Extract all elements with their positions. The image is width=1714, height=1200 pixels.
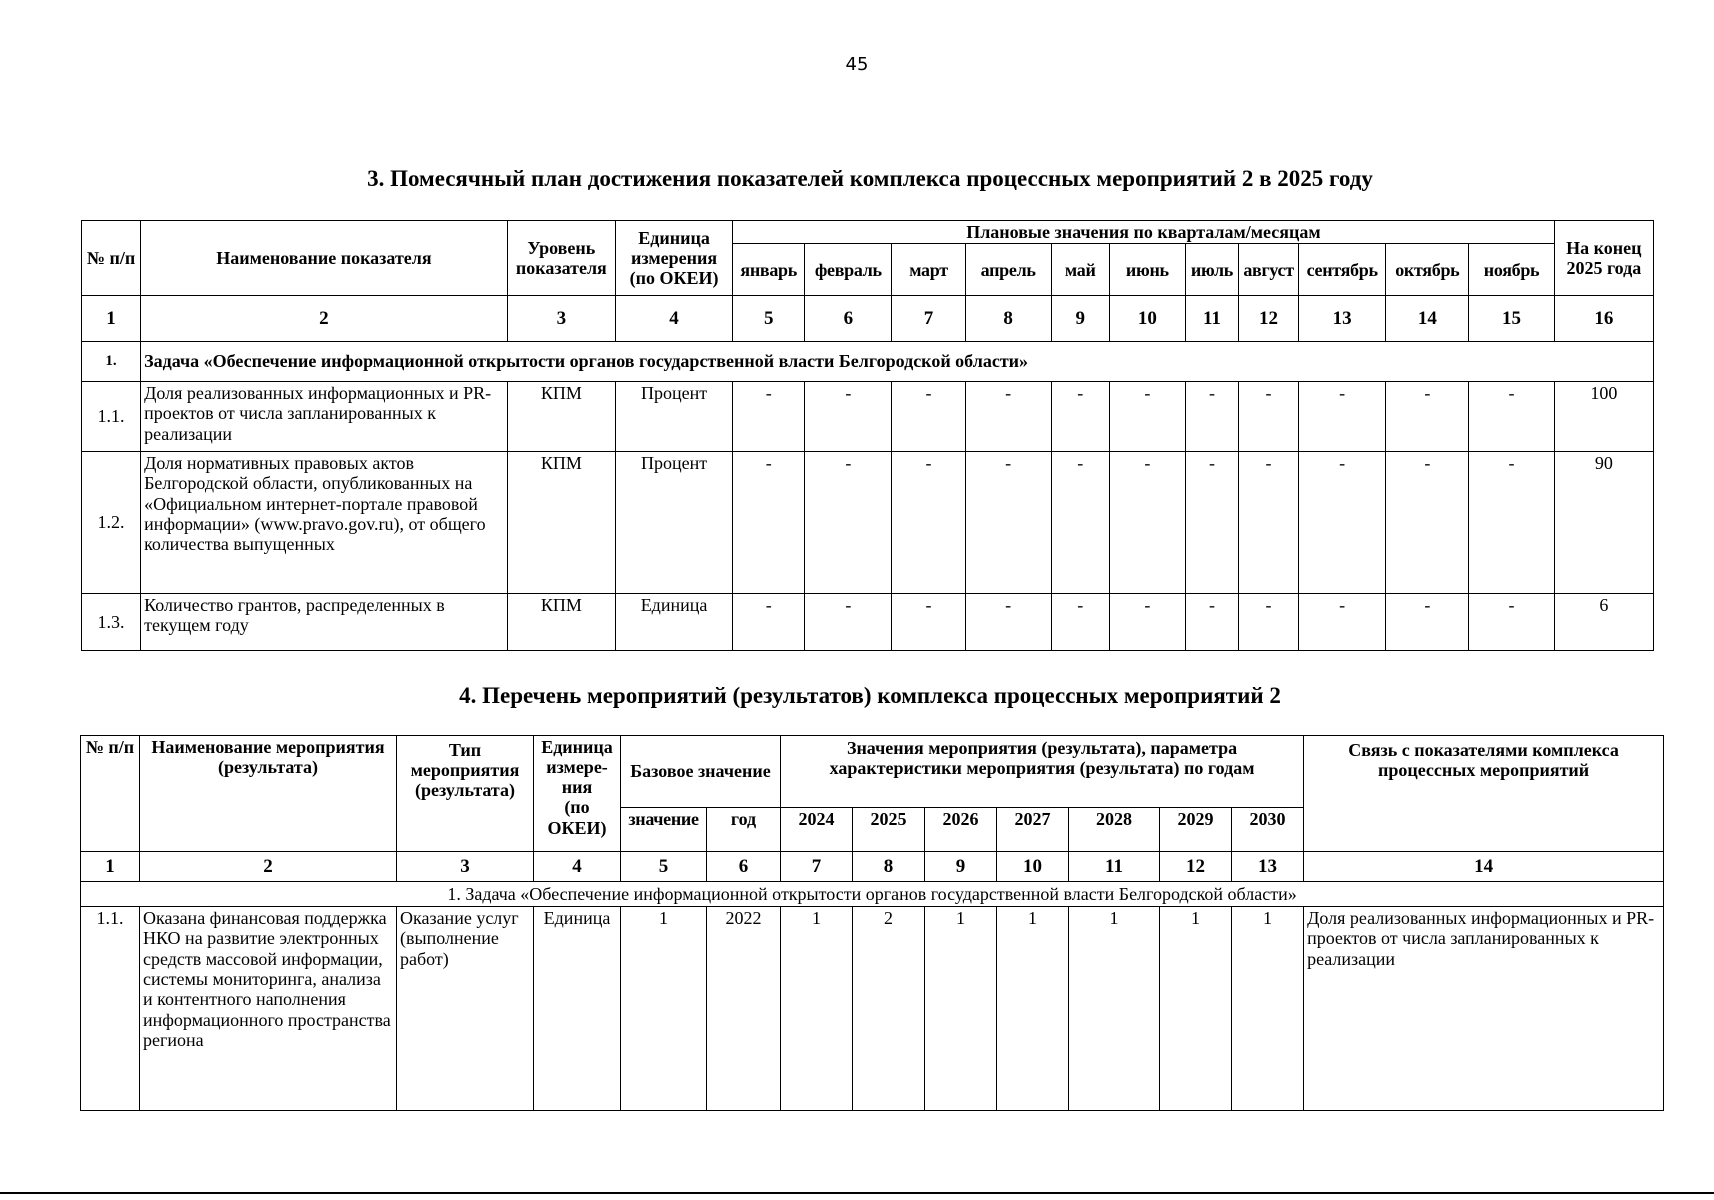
col-number: 6 — [707, 852, 781, 882]
row-number: 1.1. — [82, 382, 141, 452]
month-value: - — [965, 452, 1051, 594]
col-number: 1 — [81, 852, 140, 882]
indicator-unit: Процент — [615, 382, 732, 452]
header-num: № п/п — [81, 736, 140, 852]
header-month: август — [1239, 244, 1299, 296]
month-value: - — [892, 452, 965, 594]
indicator-unit: Процент — [615, 452, 732, 594]
header-level: Уровень показателя — [507, 221, 615, 296]
month-value: - — [1386, 452, 1469, 594]
header-unit-line2: (по ОКЕИ) — [547, 797, 607, 838]
month-value: - — [1469, 452, 1554, 594]
header-values: Значения мероприятия (результата), параметра характеристики мероприятия (результата) по годам — [781, 736, 1304, 808]
header-month: июнь — [1109, 244, 1185, 296]
year-value: 2 — [853, 907, 925, 1111]
year-value: 1 — [781, 907, 853, 1111]
section4-title: 4. Перечень мероприятий (результатов) комплекса процессных мероприятий 2 — [459, 683, 1281, 708]
header-year: 2024 — [781, 808, 853, 852]
col-number: 14 — [1304, 852, 1664, 882]
month-value: - — [965, 382, 1051, 452]
col-number: 4 — [534, 852, 621, 882]
month-value: - — [892, 594, 965, 651]
indicator-level: КПМ — [507, 594, 615, 651]
indicator-name: Доля реализованных информационных и PR-проектов от числа запланированных к реализации — [141, 382, 508, 452]
col-number: 12 — [1239, 296, 1299, 342]
activity-unit: Единица — [534, 907, 621, 1111]
header-base: Базовое значение — [621, 736, 781, 808]
indicator-name: Количество грантов, распределенных в текущем году — [141, 594, 508, 651]
col-number: 1 — [82, 296, 141, 342]
col-number: 14 — [1386, 296, 1469, 342]
header-unit: Единица измерения (по ОКЕИ) — [615, 221, 732, 296]
month-value: - — [733, 382, 805, 452]
month-value: - — [1239, 382, 1299, 452]
header-unit-line1: Единица измере-ния — [541, 737, 613, 798]
end-value: 6 — [1554, 594, 1653, 651]
header-year: 2030 — [1232, 808, 1304, 852]
month-value: - — [1051, 452, 1109, 594]
header-name: Наименование показателя — [141, 221, 508, 296]
month-value: - — [1386, 594, 1469, 651]
table-row — [81, 907, 1664, 1111]
header-year: 2029 — [1160, 808, 1232, 852]
linked-indicator: Доля реализованных информационных и PR-проектов от числа запланированных к реализации — [1304, 907, 1664, 1111]
end-value: 90 — [1554, 452, 1653, 594]
header-month: май — [1051, 244, 1109, 296]
header-month: сентябрь — [1299, 244, 1386, 296]
base-year: 2022 — [707, 907, 781, 1111]
col-number: 2 — [140, 852, 397, 882]
month-value: - — [1185, 452, 1238, 594]
col-number: 13 — [1299, 296, 1386, 342]
header-plan: Плановые значения по кварталам/месяцам — [733, 221, 1555, 244]
month-value: - — [965, 594, 1051, 651]
header-month: январь — [733, 244, 805, 296]
month-value: - — [1239, 452, 1299, 594]
month-value: - — [1109, 594, 1185, 651]
header-month: июль — [1185, 244, 1238, 296]
col-number: 7 — [892, 296, 965, 342]
header-year: 2027 — [997, 808, 1069, 852]
header-num: № п/п — [82, 221, 141, 296]
activity-name: Оказана финансовая поддержка НКО на развитие электронных средств массовой информации, системы мониторинга, анализа и контентного наполнения информационного пространства региона — [140, 907, 397, 1111]
month-value: - — [1469, 382, 1554, 452]
month-value: - — [1469, 594, 1554, 651]
month-value: - — [1185, 594, 1238, 651]
col-number: 7 — [781, 852, 853, 882]
header-month: апрель — [965, 244, 1051, 296]
indicator-unit: Единица — [615, 594, 732, 651]
year-value: 1 — [1232, 907, 1304, 1111]
page-bottom-edge — [0, 1192, 1714, 1194]
month-value: - — [805, 594, 892, 651]
col-number: 9 — [925, 852, 997, 882]
monthly-plan-table — [81, 220, 1654, 651]
header-base-year: год — [707, 808, 781, 852]
table-row — [82, 594, 1654, 651]
col-number: 6 — [805, 296, 892, 342]
indicator-level: КПМ — [507, 452, 615, 594]
col-number: 9 — [1051, 296, 1109, 342]
end-value: 100 — [1554, 382, 1653, 452]
month-value: - — [805, 382, 892, 452]
header-year: 2026 — [925, 808, 997, 852]
header-link: Связь с показателями комплекса процессных мероприятий — [1304, 736, 1664, 852]
header-name: Наименование мероприятия (результата) — [140, 736, 397, 852]
row-number: 1.1. — [81, 907, 140, 1111]
month-value: - — [1386, 382, 1469, 452]
col-number: 4 — [615, 296, 732, 342]
col-number: 3 — [397, 852, 534, 882]
month-value: - — [1239, 594, 1299, 651]
col-number: 10 — [1109, 296, 1185, 342]
month-value: - — [1185, 382, 1238, 452]
col-number: 10 — [997, 852, 1069, 882]
base-value: 1 — [621, 907, 707, 1111]
year-value: 1 — [997, 907, 1069, 1111]
task-title: 1. Задача «Обеспечение информационной открытости органов государственной власти Белгородской области» — [81, 882, 1664, 907]
month-value: - — [1109, 382, 1185, 452]
month-value: - — [1299, 594, 1386, 651]
col-number: 15 — [1469, 296, 1554, 342]
header-year: 2028 — [1069, 808, 1160, 852]
month-value: - — [733, 452, 805, 594]
col-number: 11 — [1185, 296, 1238, 342]
month-value: - — [805, 452, 892, 594]
col-number: 8 — [965, 296, 1051, 342]
month-value: - — [1051, 382, 1109, 452]
month-value: - — [1109, 452, 1185, 594]
col-number: 5 — [621, 852, 707, 882]
col-number: 8 — [853, 852, 925, 882]
col-number: 11 — [1069, 852, 1160, 882]
month-value: - — [1299, 452, 1386, 594]
year-value: 1 — [1069, 907, 1160, 1111]
header-month: март — [892, 244, 965, 296]
header-end: На конец 2025 года — [1554, 221, 1653, 296]
header-unit — [534, 736, 621, 852]
month-value: - — [1299, 382, 1386, 452]
month-value: - — [892, 382, 965, 452]
indicator-name: Доля нормативных правовых актов Белгородской области, опубликованных на «Официальном интернет-портале правовой информации» (www.pravo.gov.ru), от общего количества выпущенных — [141, 452, 508, 594]
activities-table — [80, 735, 1664, 1111]
year-value: 1 — [925, 907, 997, 1111]
table-row — [82, 382, 1654, 452]
table-row — [82, 452, 1654, 594]
header-base-value: значение — [621, 808, 707, 852]
header-month: февраль — [805, 244, 892, 296]
task-number: 1. — [82, 342, 141, 382]
month-value: - — [1051, 594, 1109, 651]
col-number: 13 — [1232, 852, 1304, 882]
page-number: 45 — [845, 54, 869, 75]
col-number: 3 — [507, 296, 615, 342]
col-number: 2 — [141, 296, 508, 342]
row-number: 1.2. — [82, 452, 141, 594]
header-type: Тип мероприятия (результата) — [397, 736, 534, 852]
row-number: 1.3. — [82, 594, 141, 651]
section3-title: 3. Помесячный план достижения показателей комплекса процессных мероприятий 2 в 2025 году — [367, 166, 1373, 191]
task-title: Задача «Обеспечение информационной открытости органов государственной власти Белгородской области» — [141, 342, 1654, 382]
col-number: 16 — [1554, 296, 1653, 342]
col-number: 12 — [1160, 852, 1232, 882]
col-number: 5 — [733, 296, 805, 342]
header-month: ноябрь — [1469, 244, 1554, 296]
year-value: 1 — [1160, 907, 1232, 1111]
header-year: 2025 — [853, 808, 925, 852]
activity-type: Оказание услуг (выполнение работ) — [397, 907, 534, 1111]
indicator-level: КПМ — [507, 382, 615, 452]
month-value: - — [733, 594, 805, 651]
header-month: октябрь — [1386, 244, 1469, 296]
